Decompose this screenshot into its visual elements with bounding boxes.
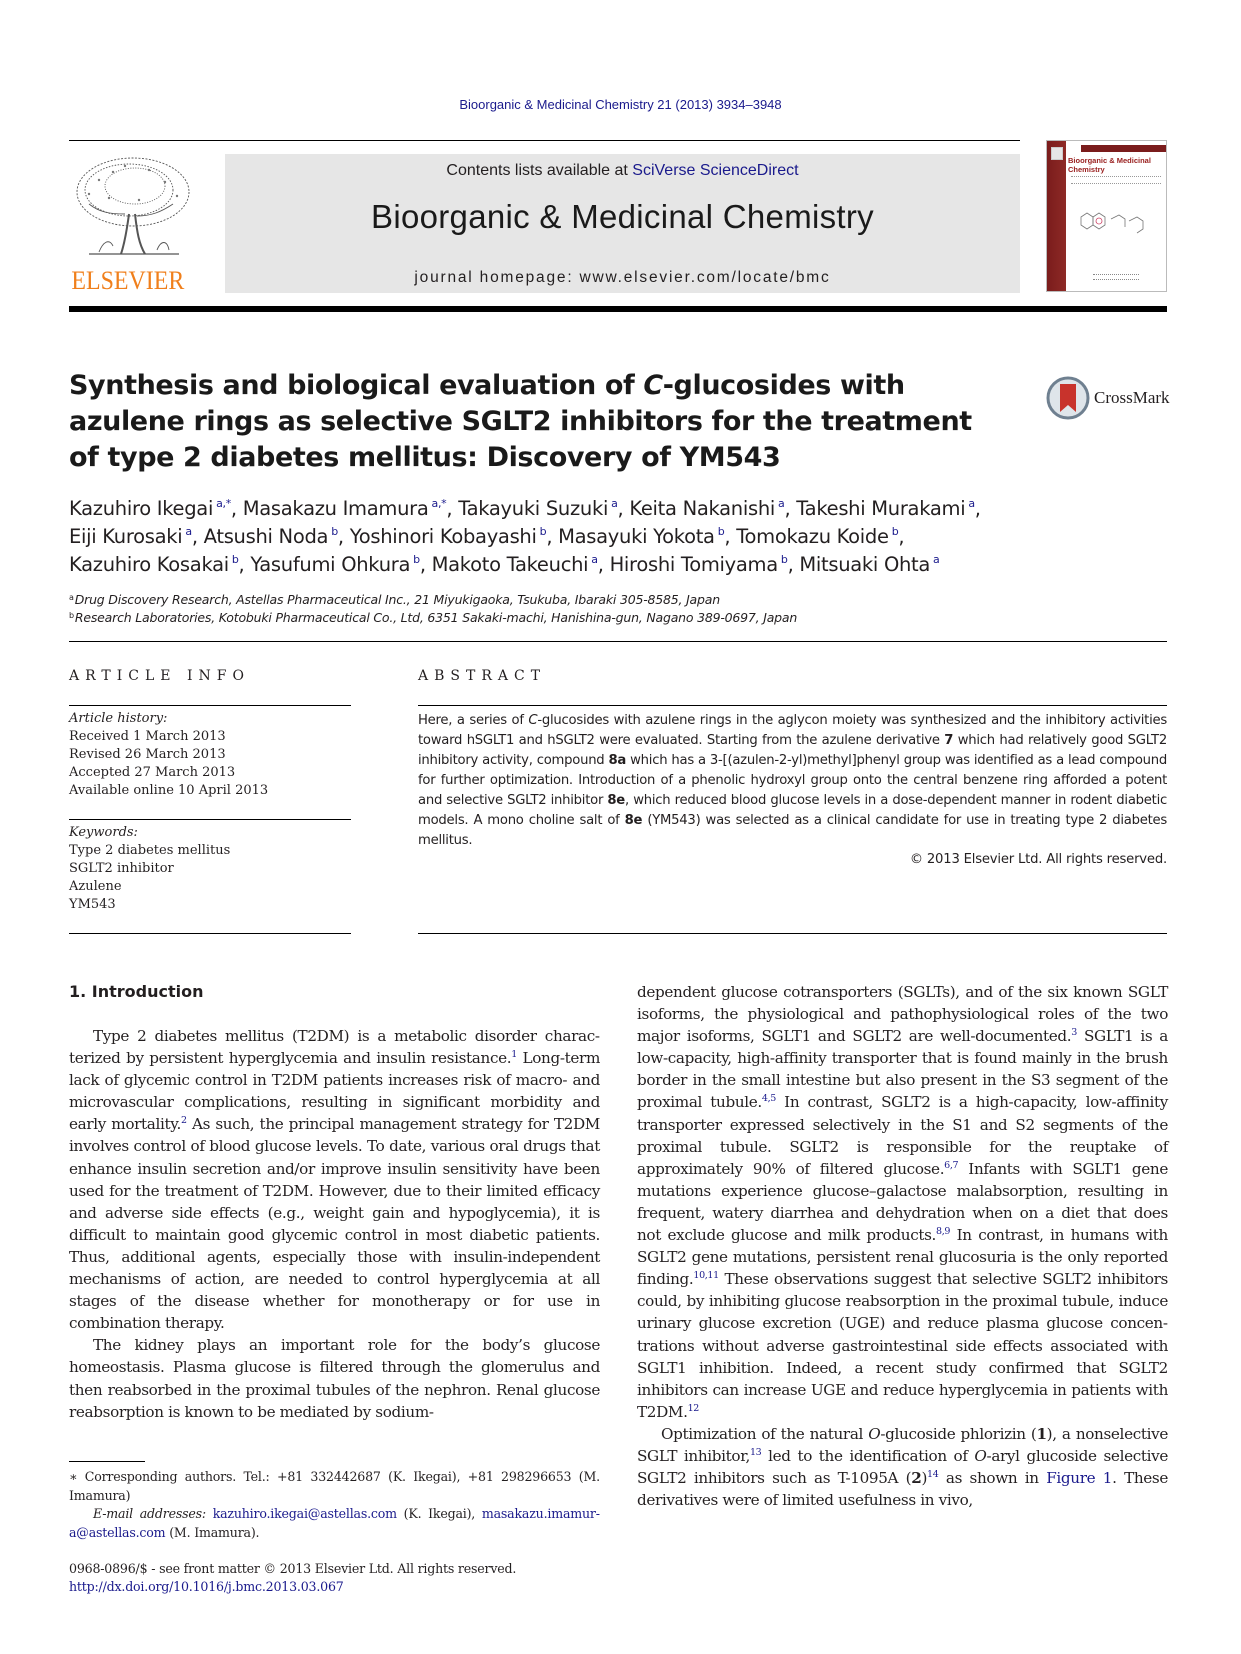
author[interactable]: Atsushi Noda $^b$ bbox=[203, 525, 338, 548]
article-info-bottom-rule bbox=[69, 933, 351, 934]
reference-link[interactable]: 2 bbox=[180, 1115, 187, 1127]
reference-link[interactable]: 12 bbox=[687, 1402, 699, 1414]
title-part-2: -glucosides with azulene rings as selective SGLT2 inhibitors for the treatment of type 2 diabetes mellitus: Discovery of YM543 bbox=[69, 370, 972, 473]
section-heading: 1. Introduction bbox=[69, 982, 204, 1001]
keywords-rule bbox=[69, 819, 351, 820]
italic-text: O bbox=[974, 1446, 987, 1465]
author[interactable]: Masayuki Yokota $^b$ bbox=[558, 525, 725, 548]
author[interactable]: Makoto Takeuchi $^a$ bbox=[431, 553, 598, 576]
reference-link[interactable]: 13 bbox=[749, 1446, 762, 1458]
footnote-rule bbox=[69, 1461, 145, 1462]
email-link-imamura[interactable]: masakazu.imamura@astellas.com bbox=[69, 1506, 600, 1540]
author[interactable]: Masakazu Imamura $^{a,*}$ bbox=[242, 497, 447, 520]
elsevier-tree-icon bbox=[69, 154, 197, 262]
cover-subtitle bbox=[1071, 176, 1161, 184]
title-italic: C bbox=[643, 370, 663, 401]
abstract-copyright: © 2013 Elsevier Ltd. All rights reserved. bbox=[909, 852, 1167, 867]
author[interactable]: Mitsuaki Ohta $^a$ bbox=[799, 553, 940, 576]
affiliation-a: $^a$Drug Discovery Research, Astellas Pharmaceutical Inc., 21 Miyukigaoka, Tsukuba, Ibaraki 305-8585, Japan bbox=[69, 592, 720, 607]
footnotes bbox=[69, 1468, 600, 1542]
author[interactable]: Takayuki Suzuki $^a$ bbox=[458, 497, 618, 520]
journal-header-banner bbox=[225, 154, 1020, 293]
header-rule bbox=[69, 140, 1020, 141]
keyword: YM543 bbox=[69, 897, 116, 912]
history-revised: Revised 26 March 2013 bbox=[69, 747, 226, 762]
author[interactable]: Yasufumi Ohkura $^b$ bbox=[250, 553, 420, 576]
affiliations bbox=[69, 591, 1169, 627]
journal-cover-thumbnail[interactable] bbox=[1046, 140, 1167, 292]
article-info-heading: ARTICLE INFO bbox=[69, 668, 250, 684]
body-paragraph: dependent glucose cotransporters (SGLTs), and of the six known SGLT isoforms, the physiological and pathophysiological roles of the two major isoforms, SGLT1 and SGLT2 are well-documented.$^3$ SGLT1 is a low-capacity, high-affinity transporter that is found mainly in the brush border in the small intestine but also present in the S3 segment of the proximal tubule.$^{4,5}$ In contrast, SGLT2 is a high-capacity, low-affinity transporter expressed selectively in the S1 and S2 segments of the proximal tubule. SGLT2 is responsible for the reuptake of approximately 90% of filtered glucose.$^{6,7}$ Infants with SGLT1 gene mutations experience glucose–galactose malabsorption, resulting in frequent, watery diarrhea and dehydration when on a diet that does not exclude glucose and milk products.$^{8,9}$ In contrast, in humans with SGLT2 gene mutations, persistent renal glucosuria is the only reported finding.$^{10,11}$ These observations suggest that selective SGLT2 inhibitors could, by inhibiting glucose reabsorption in the proximal tubule, induce urinary glucose excretion (UGE) and reduce plasma glucose concentrations without adverse gastrointestinal side effects associated with SGLT1 inhibition. Indeed, a recent study confirmed that SGLT2 inhibitors can increase UGE and reduce hyperglycemia in patients with T2DM.$^{12}$ bbox=[637, 983, 1168, 1421]
abstract-heading: ABSTRACT bbox=[418, 668, 547, 684]
cover-title: Bioorganic & Medicinal Chemistry bbox=[1068, 156, 1151, 174]
author[interactable]: Yoshinori Kobayashi $^b$ bbox=[349, 525, 547, 548]
sciencedirect-link[interactable]: SciVerse ScienceDirect bbox=[632, 162, 799, 179]
molecule-icon bbox=[1073, 207, 1153, 237]
reference-link[interactable]: 4,5 bbox=[761, 1093, 776, 1105]
author-list: Kazuhiro Ikegai $^{a,*}$, Masakazu Imamura $^{a,*}$, Takayuki Suzuki $^a$, Keita Nakanishi $^a$, Takeshi Murakami $^a$, Eiji Kurosaki $^a$, Atsushi Noda $^b$, Yoshinori Kobayashi $^b$, Masayuki Yokota $^b$, Tomokazu Koide $^b$, Kazuhiro Kosakai $^b$, Yasufumi Ohkura $^b$, Makoto Takeuchi $^a$, Hiroshi Tomiyama $^b$, Mitsuaki Ohta $^a$ bbox=[69, 497, 981, 576]
figure-link[interactable]: Figure 1 bbox=[1046, 1469, 1113, 1488]
italic-text: C bbox=[528, 713, 538, 728]
reference-link[interactable]: 10,11 bbox=[693, 1270, 719, 1282]
keyword: Azulene bbox=[69, 879, 122, 894]
journal-homepage[interactable]: journal homepage: www.elsevier.com/locate/bmc bbox=[414, 269, 831, 286]
compound-number: 2 bbox=[911, 1469, 922, 1488]
doi-link[interactable]: http://dx.doi.org/10.1016/j.bmc.2013.03.067 bbox=[69, 1578, 344, 1594]
article-history bbox=[69, 710, 351, 800]
keyword: SGLT2 inhibitor bbox=[69, 861, 174, 876]
abstract-bottom-rule bbox=[418, 933, 1167, 934]
crossmark-icon bbox=[1046, 376, 1090, 420]
cover-footer bbox=[1093, 274, 1139, 280]
page-footer bbox=[69, 1560, 629, 1595]
reference-link[interactable]: 1 bbox=[511, 1049, 517, 1061]
cover-bar bbox=[1081, 145, 1167, 152]
history-label: Article history: bbox=[69, 711, 168, 726]
affiliation-rule bbox=[69, 641, 1167, 642]
compound-number: 7 bbox=[944, 733, 954, 748]
reference-link[interactable]: 14 bbox=[927, 1469, 939, 1481]
publisher-name: ELSEVIER bbox=[71, 266, 185, 295]
author[interactable]: Kazuhiro Ikegai $^{a,*}$ bbox=[69, 497, 231, 520]
elsevier-logo[interactable] bbox=[69, 154, 197, 294]
compound-number: 8e bbox=[624, 813, 643, 828]
article-info-rule bbox=[69, 705, 351, 706]
contents-prefix: Contents lists available at bbox=[446, 162, 633, 179]
body-column-right bbox=[637, 981, 1168, 1511]
abstract-text: Here, a series of C-glucosides with azulene rings in the aglycon moiety was synthesized and the inhibitory activities toward hSGLT1 and hSGLT2 were evaluated. Starting from the azulene derivative 7 which had relatively good SGLT2 inhibitory activity, compound 8a which has a 3-[(azulen-2-yl)methyl]phenyl group was identified as a lead compound for further optimization. Introduction of a phenolic hydroxyl group onto the central benzene ring afforded a potent and selective SGLT2 inhibitor 8e, which reduced blood glucose levels in a dose-dependent manner in rodent diabetic models. A mono choline salt of 8e (YM543) was selected as a clinical candidate for use in treating type 2 diabetes mellitus. bbox=[418, 713, 1167, 848]
reference-link[interactable]: 8,9 bbox=[936, 1226, 951, 1238]
author[interactable]: Tomokazu Koide $^b$ bbox=[736, 525, 899, 548]
compound-number: 8e bbox=[607, 793, 625, 808]
cover-logo-icon bbox=[1051, 147, 1063, 160]
email-note: E-mail addresses: kazuhiro.ikegai@astellas.com (K. Ikegai), masakazu.imamura@astellas.com (M. Imamura). bbox=[69, 1506, 600, 1540]
author[interactable]: Hiroshi Tomiyama $^b$ bbox=[609, 553, 788, 576]
affiliation-b: $^b$Research Laboratories, Kotobuki Pharmaceutical Co., Ltd, 6351 Sakaki-machi, Hanishina-gun, Nagano 389-0697, Japan bbox=[69, 610, 798, 625]
issn-line: 0968-0896/$ - see front matter © 2013 Elsevier Ltd. All rights reserved. bbox=[69, 1561, 517, 1576]
reference-link[interactable]: 3 bbox=[1071, 1027, 1077, 1039]
compound-number: 8a bbox=[608, 753, 627, 768]
compound-number: 1 bbox=[1036, 1424, 1047, 1443]
crossmark-button[interactable] bbox=[1046, 376, 1170, 420]
header-thick-rule bbox=[69, 306, 1167, 312]
keywords-label: Keywords: bbox=[69, 825, 138, 840]
paper-title bbox=[69, 368, 989, 476]
italic-text: O bbox=[868, 1424, 881, 1443]
journal-title: Bioorganic & Medicinal Chemistry bbox=[371, 198, 874, 235]
author[interactable]: Takeshi Murakami $^a$ bbox=[796, 497, 975, 520]
keyword: Type 2 diabetes mellitus bbox=[69, 843, 231, 858]
keywords bbox=[69, 824, 351, 914]
author[interactable]: Eiji Kurosaki $^a$ bbox=[69, 525, 192, 548]
journal-citation[interactable]: Bioorganic & Medicinal Chemistry 21 (2013) 3934–3948 bbox=[459, 97, 782, 112]
body-paragraph: The kidney plays an important role for the body’s glucose homeostasis. Plasma glucose is filtered through the glomerulus and then reabsorbed in the proximal tubules of the nephron. Renal glucose reabsorption is known to be mediated by sodium- bbox=[69, 1336, 600, 1421]
title-part-1: Synthesis and biological evaluation of bbox=[69, 370, 644, 401]
author[interactable]: Keita Nakanishi $^a$ bbox=[629, 497, 785, 520]
corresponding-author-note: ∗ Corresponding authors. Tel.: +81 332442687 (K. Ikegai), +81 298296653 (M. Imamura) bbox=[69, 1469, 600, 1503]
history-received: Received 1 March 2013 bbox=[69, 729, 226, 744]
author[interactable]: Kazuhiro Kosakai $^b$ bbox=[69, 553, 239, 576]
contents-availability bbox=[225, 162, 1020, 180]
reference-link[interactable]: 6,7 bbox=[944, 1159, 959, 1171]
body-paragraph: Type 2 diabetes mellitus (T2DM) is a metabolic disorder characterized by persistent hyperglycemia and insulin resistance.$^1$ Long-term lack of glycemic control in T2DM patients increases risk of macro- and microvascular complications, resulting in significant morbidity and early mortality.$^2$ As such, the principal management strategy for T2DM involves control of blood glucose levels. To date, various oral drugs that enhance insulin secretion and/or improve insulin sensitivity have been used for the treatment of T2DM. However, due to their limited efficacy and adverse side effects (e.g., weight gain and hypoglycemia), it is difficult to maintain good glycemic control in most diabetic patients. Thus, additional agents, especially those with insulin-independent mechanisms of action, are needed to control hyperglycemia at all stages of the disease whether for monotherapy or for use in combination therapy. bbox=[69, 1027, 601, 1333]
abstract-rule bbox=[418, 705, 1167, 706]
history-accepted: Accepted 27 March 2013 bbox=[69, 765, 236, 780]
email-link-ikegai[interactable]: kazuhiro.ikegai@astellas.com bbox=[212, 1506, 397, 1521]
crossmark-label: CrossMark bbox=[1094, 388, 1170, 407]
body-column-left bbox=[69, 1025, 600, 1423]
body-paragraph: Optimization of the natural O-glucoside phlorizin (1), a nonselective SGLT inhibitor,$^{13}$ led to the identification of O-aryl glucoside selective SGLT2 inhibitors such as T-1095A $(2)^{14}$ as shown in Figure 1. These derivatives were of limited usefulness in vivo, bbox=[637, 1424, 1168, 1510]
history-online: Available online 10 April 2013 bbox=[69, 783, 269, 798]
